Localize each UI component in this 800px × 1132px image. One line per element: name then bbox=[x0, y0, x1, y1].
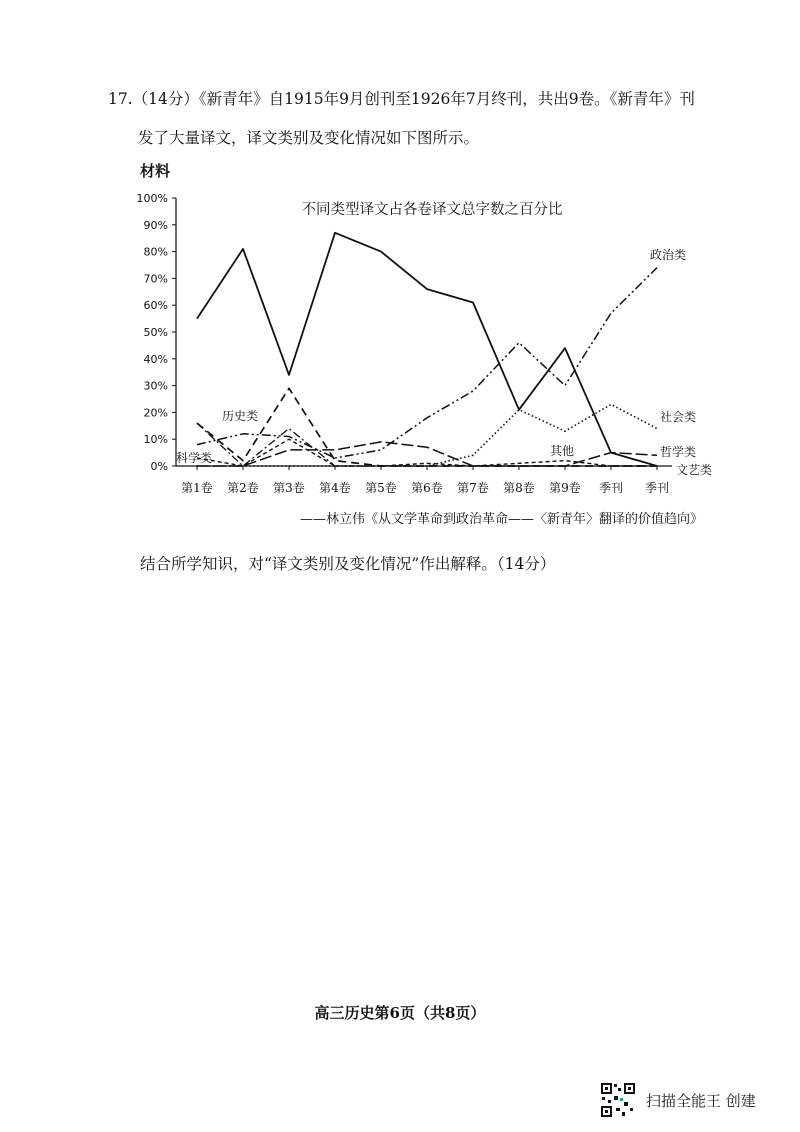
series-label-5: 哲学类 bbox=[660, 445, 697, 459]
x-tick-label: 季刊 bbox=[598, 481, 624, 495]
page-footer: 高三历史第6页（共8页） bbox=[314, 1004, 486, 1022]
y-tick-label: 80% bbox=[143, 245, 168, 259]
y-tick-label: 40% bbox=[143, 352, 168, 366]
x-tick-label: 第8卷 bbox=[503, 481, 535, 495]
series-label-3: 历史类 bbox=[222, 409, 259, 423]
series-label-6: 其他 bbox=[550, 444, 575, 458]
x-tick-label: 第3卷 bbox=[273, 481, 305, 495]
qr-code-icon bbox=[600, 1082, 636, 1118]
y-tick-label: 90% bbox=[143, 218, 168, 232]
translation-percentage-chart bbox=[0, 0, 800, 520]
series-line-1 bbox=[197, 268, 657, 458]
chart-source-citation: ——林立伟《从文学革命到政治革命——〈新青年〉翻译的价值趋向》 bbox=[300, 512, 704, 527]
question-line-1: 17.（14分）《新青年》自1915年9月创刊至1926年7月终刊，共出9卷。《新青年》刊 bbox=[108, 90, 695, 108]
y-tick-label: 60% bbox=[143, 299, 168, 313]
y-tick-label: 20% bbox=[143, 406, 168, 420]
y-tick-label: 30% bbox=[143, 379, 168, 393]
x-tick-label: 第7卷 bbox=[457, 481, 489, 495]
series-line-4 bbox=[197, 423, 657, 466]
chart-lines bbox=[197, 233, 657, 466]
x-tick-label: 第1卷 bbox=[181, 481, 213, 495]
x-tick-label: 第5卷 bbox=[365, 481, 397, 495]
y-tick-label: 100% bbox=[136, 192, 168, 205]
chart-title: 不同类型译文占各卷译文总字数之百分比 bbox=[301, 202, 563, 218]
question-line-2: 发了大量译文，译文类别及变化情况如下图所示。 bbox=[138, 129, 480, 147]
series-label-0: 文艺类 bbox=[676, 463, 713, 477]
material-label: 材料 bbox=[140, 162, 171, 180]
x-tick-label: 第2卷 bbox=[227, 481, 259, 495]
y-tick-label: 50% bbox=[143, 326, 168, 339]
series-line-6 bbox=[197, 439, 657, 466]
question-prompt: 结合所学知识，对“译文类别及变化情况”作出解释。（14分） bbox=[140, 555, 556, 573]
y-tick-label: 10% bbox=[143, 433, 168, 447]
scanner-stamp bbox=[600, 1082, 756, 1118]
x-tick-label: 第6卷 bbox=[411, 481, 443, 495]
series-label-2: 社会类 bbox=[660, 410, 697, 424]
x-tick-label: 第4卷 bbox=[319, 481, 351, 495]
series-label-1: 政治类 bbox=[650, 248, 687, 262]
series-label-4: 科学类 bbox=[176, 451, 213, 465]
y-tick-label: 0% bbox=[150, 460, 168, 473]
y-tick-label: 70% bbox=[143, 272, 168, 286]
x-tick-label: 第9卷 bbox=[549, 481, 581, 495]
chart-series-labels bbox=[176, 247, 712, 477]
series-line-0 bbox=[197, 233, 657, 466]
series-line-5 bbox=[197, 442, 657, 466]
x-tick-label: 季刊 bbox=[644, 481, 670, 495]
scanner-stamp-text: 扫描全能王 创建 bbox=[646, 1091, 756, 1110]
